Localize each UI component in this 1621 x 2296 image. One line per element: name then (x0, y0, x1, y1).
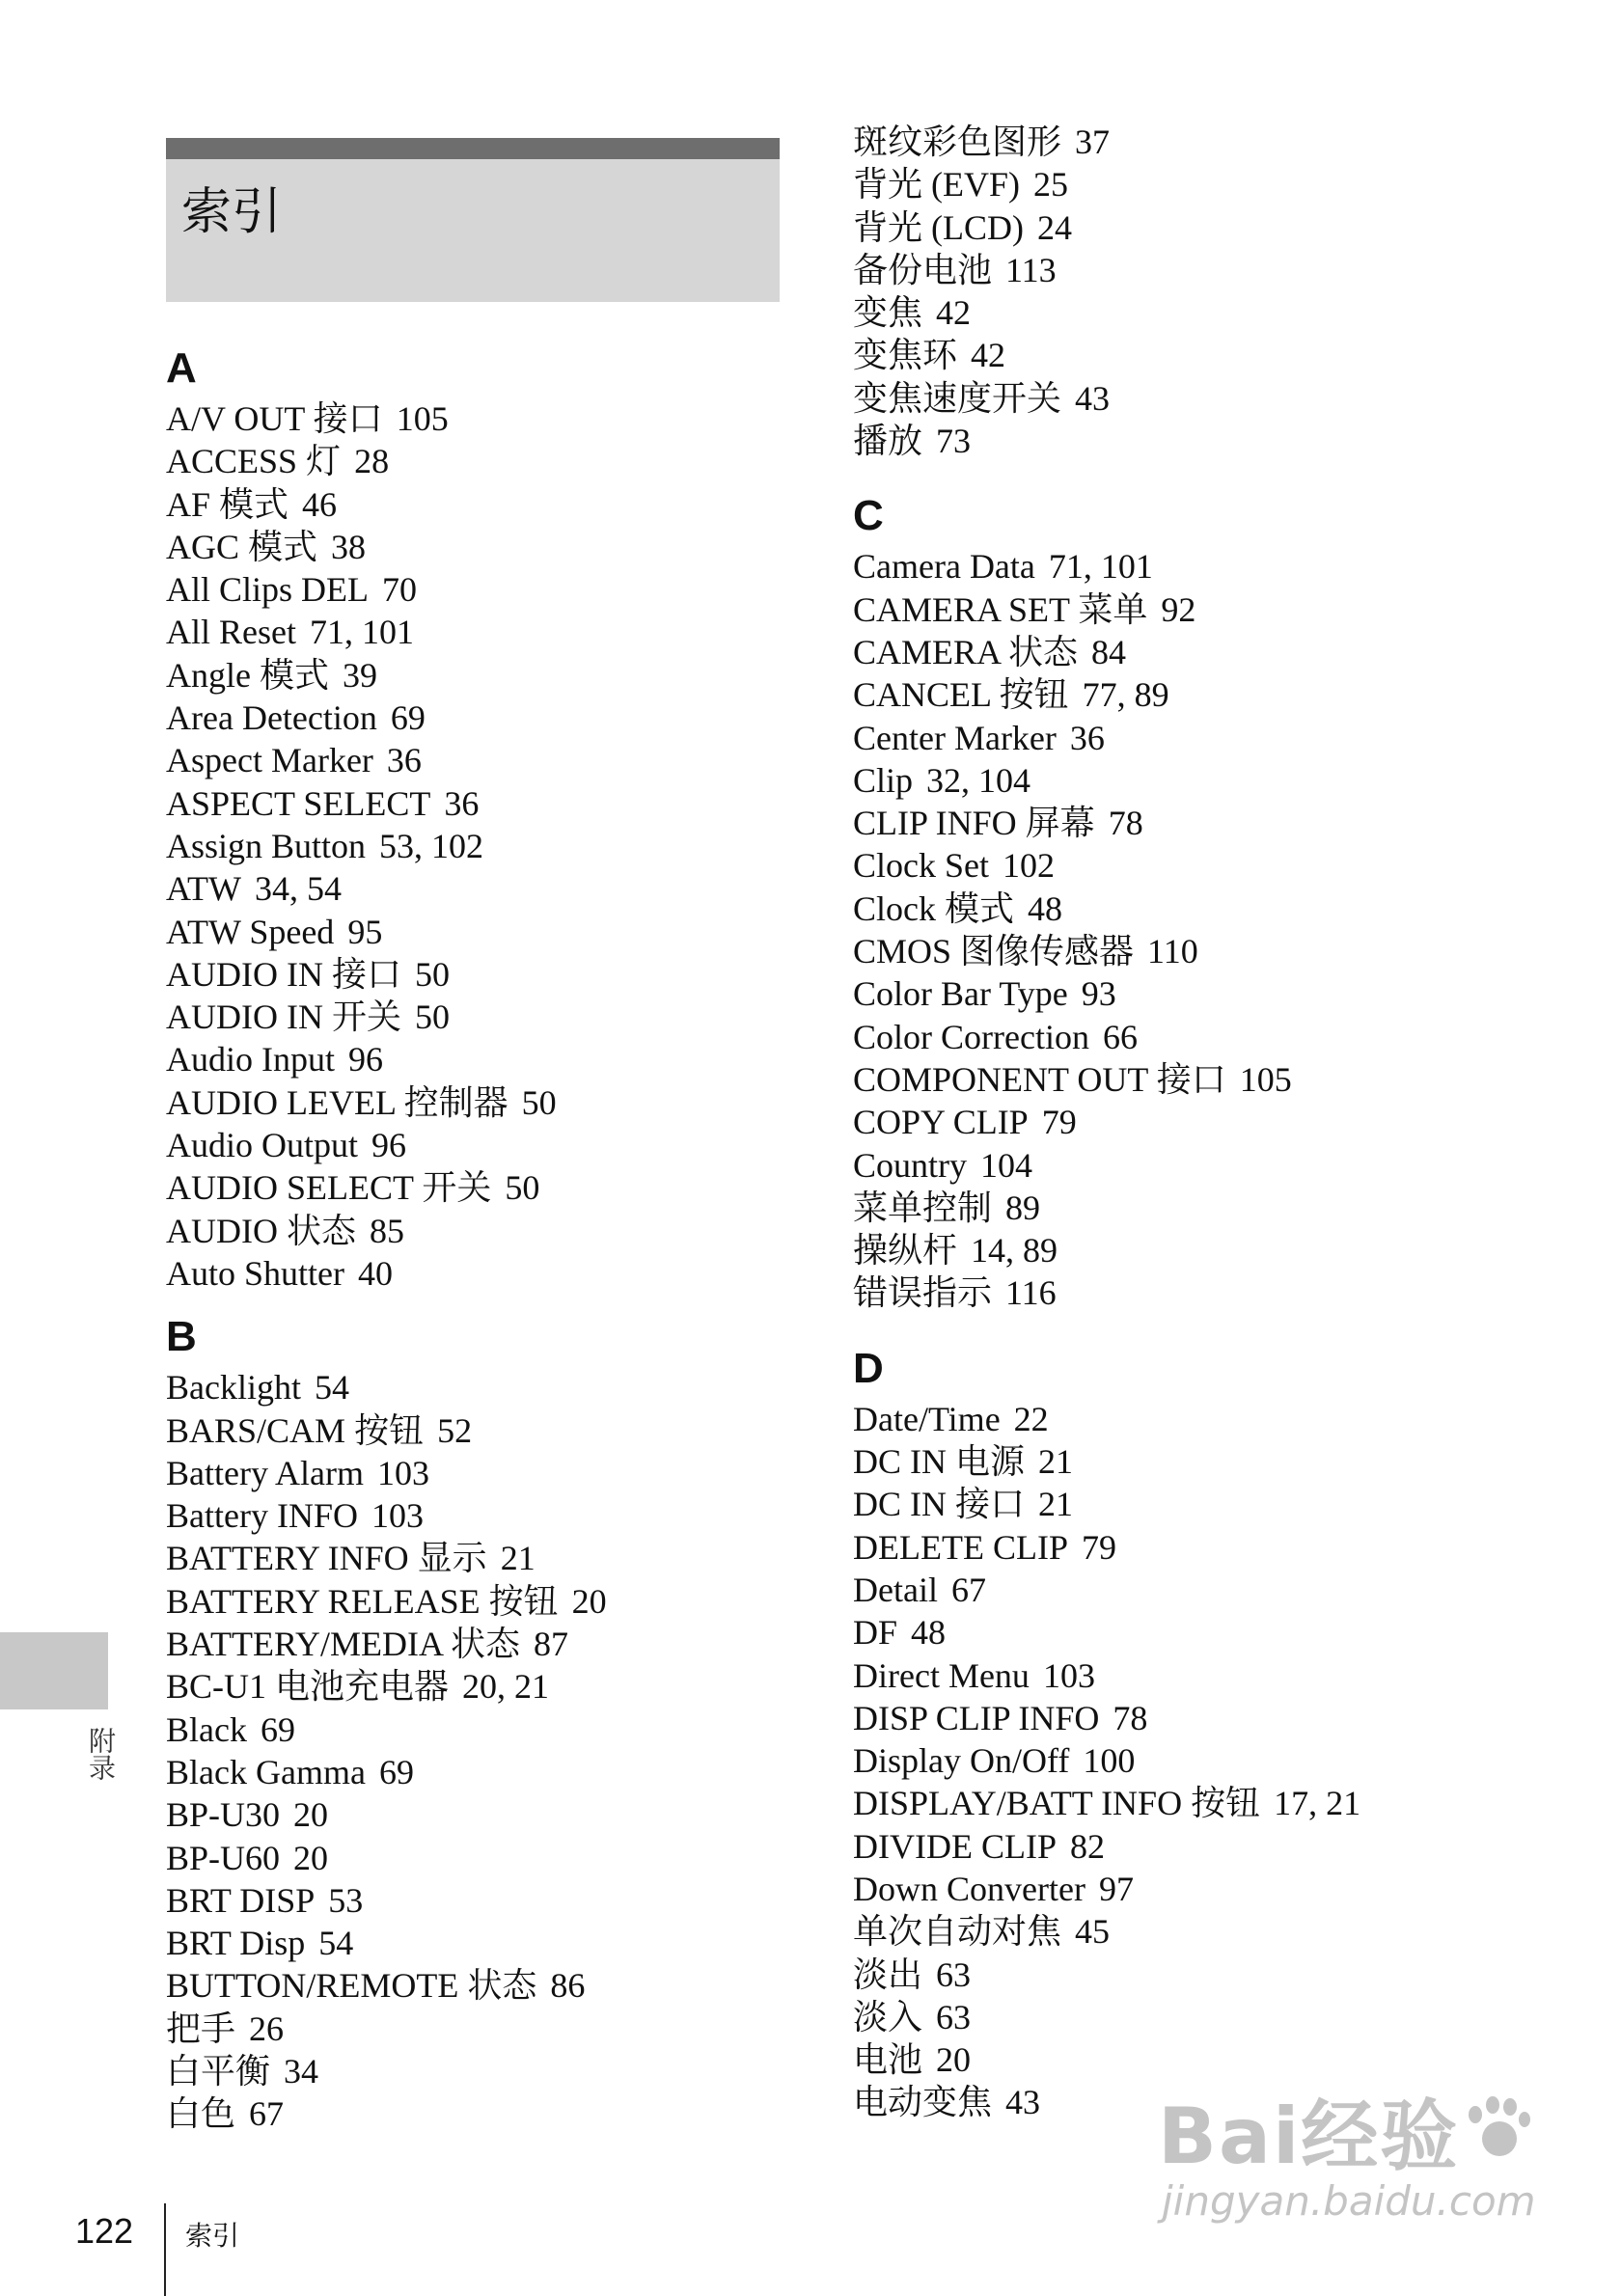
index-term: Audio Output (166, 1126, 359, 1165)
index-term: Color Correction (853, 1017, 1089, 1056)
appendix-tab (0, 1632, 108, 1709)
index-term: 单次自动对焦 (853, 1912, 1062, 1952)
index-letter-heading: D (853, 1344, 884, 1392)
index-entry (853, 249, 1606, 291)
index-page-ref: 34, 54 (254, 869, 342, 909)
index-term: Camera Data (853, 547, 1035, 587)
index-entry (853, 163, 1606, 205)
index-entry (853, 121, 1606, 163)
index-page-ref: 77, 89 (1082, 675, 1169, 715)
index-page-ref: 78 (1108, 804, 1143, 843)
index-page-ref: 63 (936, 1997, 972, 2036)
index-entry (166, 526, 919, 568)
index-page-ref: 48 (1028, 888, 1062, 928)
index-term: Area Detection (166, 698, 377, 738)
index-entry (166, 1964, 919, 2007)
index-term: ATW (166, 869, 241, 909)
index-term: DC IN 电源 (853, 1442, 1025, 1482)
index-term: Auto Shutter (166, 1253, 344, 1293)
index-page-ref: 20 (293, 1838, 329, 1877)
index-term: Black (166, 1709, 247, 1749)
index-term: 淡入 (853, 1997, 923, 2036)
index-entry (853, 1187, 1606, 1229)
index-page-ref: 34 (284, 2051, 319, 2091)
index-entry (166, 1879, 919, 1922)
index-entry (853, 1398, 1606, 1440)
index-page-ref: 92 (1161, 589, 1196, 629)
index-entry (853, 930, 1606, 972)
appendix-tab-label: 附录 (85, 1727, 117, 1781)
index-entry (853, 291, 1606, 334)
index-page-ref: 73 (936, 422, 972, 461)
index-term: BARS/CAM 按钮 (166, 1410, 425, 1450)
index-page-ref: 113 (1005, 250, 1057, 289)
index-page-ref: 40 (358, 1253, 393, 1293)
index-page-ref: 36 (444, 783, 480, 823)
index-page-ref: 110 (1147, 932, 1198, 971)
index-term: 把手 (166, 2009, 236, 2048)
index-entry (166, 397, 919, 440)
index-term: Clock Set (853, 846, 989, 886)
index-page-ref: 42 (936, 293, 972, 333)
index-entry (166, 1837, 919, 1879)
index-term: 变焦环 (853, 336, 958, 375)
footer-section-label: 索引 (185, 2220, 240, 2252)
index-entry (853, 888, 1606, 930)
index-page-ref: 89 (1005, 1188, 1041, 1227)
index-term: DC IN 接口 (853, 1485, 1025, 1524)
index-term: CLIP INFO 屏幕 (853, 804, 1095, 843)
index-page-ref: 69 (390, 698, 426, 738)
index-entry (166, 867, 919, 910)
index-term: ACCESS 灯 (166, 442, 342, 481)
index-entry (853, 844, 1606, 887)
index-page-ref: 21 (1038, 1442, 1073, 1482)
index-page-ref: 50 (414, 954, 450, 994)
index-term: Country (853, 1145, 968, 1185)
index-page-ref: 93 (1081, 974, 1116, 1014)
index-entry (166, 1537, 919, 1579)
index-term: Aspect Marker (166, 741, 373, 780)
index-entry (166, 1452, 919, 1494)
index-entry (853, 1739, 1606, 1782)
index-page-ref: 67 (950, 1570, 986, 1609)
index-page-ref: 67 (249, 2094, 285, 2134)
index-term: AUDIO LEVEL 控制器 (166, 1082, 508, 1122)
index-entry (853, 1526, 1606, 1569)
index-term: AUDIO IN 接口 (166, 954, 401, 994)
index-page-ref: 100 (1083, 1741, 1136, 1781)
footer-page-number: 122 (75, 2211, 134, 2251)
index-entry (853, 1058, 1606, 1101)
index-page-ref: 84 (1091, 632, 1127, 671)
index-term: 白色 (166, 2094, 236, 2134)
index-term: Color Bar Type (853, 974, 1068, 1014)
index-term: AUDIO 状态 (166, 1211, 356, 1250)
index-term: 变焦速度开关 (853, 378, 1062, 418)
index-entry (853, 1782, 1606, 1824)
index-term: 电动变焦 (853, 2083, 993, 2122)
index-term: ASPECT SELECT (166, 783, 431, 823)
index-entry (166, 1210, 919, 1252)
index-entry (853, 631, 1606, 673)
index-term: BP-U30 (166, 1795, 281, 1835)
index-term: All Reset (166, 613, 296, 652)
index-entry (853, 1144, 1606, 1187)
index-page-ref: 50 (521, 1082, 557, 1122)
index-page-ref: 103 (376, 1453, 429, 1492)
index-entry (853, 1825, 1606, 1868)
index-page-ref: 21 (500, 1539, 536, 1578)
index-page-ref: 54 (318, 1924, 354, 1963)
index-entry (166, 996, 919, 1038)
index-page-ref: 96 (348, 1040, 383, 1080)
index-term: Black Gamma (166, 1752, 366, 1791)
index-entry (853, 1697, 1606, 1739)
index-entry (166, 1166, 919, 1209)
index-entry (853, 1868, 1606, 1910)
index-term: CAMERA SET 菜单 (853, 589, 1148, 629)
index-term: 淡出 (853, 1954, 923, 1994)
index-page-ref: 54 (314, 1368, 349, 1408)
index-term: AUDIO IN 开关 (166, 998, 401, 1037)
index-page-ref: 104 (980, 1145, 1033, 1185)
index-page-ref: 78 (1113, 1698, 1148, 1737)
index-page-ref: 52 (437, 1410, 473, 1450)
watermark-url: jingyan.baidu.com (1162, 2177, 1536, 2225)
index-term: CAMERA 状态 (853, 632, 1079, 671)
index-letter-heading: C (853, 492, 884, 540)
index-entry (166, 1124, 919, 1166)
index-term: CMOS 图像传感器 (853, 932, 1135, 971)
index-entry (166, 1623, 919, 1665)
index-term: 背光 (EVF) (853, 165, 1020, 205)
index-entry (166, 953, 919, 996)
watermark-brand-text: Bai经验 (1158, 2091, 1460, 2181)
index-term: DF (853, 1613, 898, 1653)
index-column-right (853, 121, 1606, 2124)
index-column-left (166, 340, 919, 2136)
index-letter-heading: B (166, 1313, 197, 1361)
index-entry (166, 1252, 919, 1295)
index-page-ref: 28 (354, 442, 390, 481)
index-entry (853, 588, 1606, 631)
index-term: BRT DISP (166, 1880, 316, 1920)
index-term: DIVIDE CLIP (853, 1826, 1057, 1866)
index-entry (166, 1922, 919, 1964)
footer-divider (164, 2203, 166, 2296)
index-term: Display On/Off (853, 1741, 1070, 1781)
index-page-ref: 82 (1069, 1826, 1105, 1866)
index-term: Backlight (166, 1368, 301, 1408)
index-entry (853, 1229, 1606, 1271)
index-entry (853, 206, 1606, 249)
index-entry (853, 377, 1606, 420)
index-entry (853, 1611, 1606, 1654)
index-term: AUDIO SELECT 开关 (166, 1168, 492, 1208)
index-page-ref: 25 (1033, 165, 1068, 205)
index-term: DELETE CLIP (853, 1527, 1068, 1567)
index-entry (166, 1366, 919, 1408)
index-page-ref: 21 (1038, 1485, 1073, 1524)
index-page-ref: 45 (1075, 1912, 1111, 1952)
index-page-ref: 37 (1075, 123, 1111, 161)
title-stripe (166, 138, 780, 159)
index-page-ref: 103 (371, 1496, 424, 1536)
index-entry (166, 611, 919, 653)
index-entry (853, 1483, 1606, 1525)
index-page-ref: 36 (1069, 718, 1105, 757)
index-term: 背光 (LCD) (853, 207, 1024, 247)
index-entry (166, 739, 919, 781)
index-term: 电池 (853, 2040, 923, 2080)
index-term: BATTERY/MEDIA 状态 (166, 1625, 521, 1664)
index-letter-heading: A (166, 344, 197, 392)
index-entry (166, 1580, 919, 1623)
index-term: CANCEL 按钮 (853, 675, 1069, 715)
index-term: 操纵杆 (853, 1231, 958, 1271)
page-title: 索引 (181, 183, 283, 241)
index-term: Assign Button (166, 826, 367, 865)
index-term: Center Marker (853, 718, 1057, 757)
index-term: COMPONENT OUT 接口 (853, 1059, 1226, 1099)
index-term: 白平衡 (166, 2051, 271, 2091)
index-entry (166, 825, 919, 867)
index-term: COPY CLIP (853, 1103, 1029, 1142)
index-entry (166, 1708, 919, 1751)
index-entry (853, 1016, 1606, 1058)
index-page-ref: 22 (1013, 1399, 1049, 1438)
index-entry (853, 1954, 1606, 1996)
index-term: BP-U60 (166, 1838, 281, 1877)
index-term: DISPLAY/BATT INFO 按钮 (853, 1784, 1261, 1823)
index-entry (853, 972, 1606, 1015)
index-page-ref: 103 (1042, 1655, 1095, 1695)
baidu-watermark (1158, 2074, 1544, 2225)
index-entry (853, 1910, 1606, 1953)
index-term: 错误指示 (853, 1273, 993, 1313)
index-term: BATTERY RELEASE 按钮 (166, 1581, 559, 1621)
index-entry (166, 1665, 919, 1708)
index-entry (853, 1996, 1606, 2038)
paw-icon (1465, 2096, 1532, 2164)
index-term: DISP CLIP INFO (853, 1698, 1100, 1737)
index-entry (853, 1271, 1606, 1314)
index-page-ref: 20 (293, 1795, 329, 1835)
index-page-ref: 48 (911, 1613, 947, 1653)
index-entry (853, 334, 1606, 376)
index-title-banner (166, 138, 780, 302)
index-entry (166, 911, 919, 953)
index-page-ref: 70 (382, 570, 418, 610)
index-term: Down Converter (853, 1869, 1085, 1908)
index-page-ref: 87 (534, 1625, 569, 1664)
index-page-ref: 20 (571, 1581, 607, 1621)
index-page-ref: 20 (936, 2040, 972, 2080)
index-term: Direct Menu (853, 1655, 1030, 1695)
index-page-ref: 42 (971, 336, 1006, 375)
index-page-ref: 85 (369, 1211, 404, 1250)
index-entry (166, 568, 919, 611)
index-entry (166, 440, 919, 482)
index-term: BC-U1 电池充电器 (166, 1667, 450, 1707)
index-entry (853, 673, 1606, 716)
index-page-ref: 43 (1075, 378, 1111, 418)
index-page-ref: 26 (249, 2009, 285, 2048)
index-entry (166, 782, 919, 825)
index-page-ref: 105 (1239, 1059, 1292, 1099)
index-entry (853, 545, 1606, 588)
index-page-ref: 96 (371, 1126, 407, 1165)
index-page-ref: 71, 101 (309, 613, 414, 652)
index-page-ref: 97 (1098, 1869, 1134, 1908)
index-entry (166, 1409, 919, 1452)
index-term: 斑纹彩色图形 (853, 123, 1062, 161)
index-page-ref: 38 (331, 527, 367, 566)
index-term: 变焦 (853, 293, 923, 333)
index-page-ref: 71, 101 (1048, 547, 1153, 587)
index-entry (166, 654, 919, 697)
index-entry (853, 1654, 1606, 1697)
index-term: 备份电池 (853, 250, 993, 289)
index-page-ref: 46 (302, 484, 338, 524)
index-page-ref: 69 (378, 1752, 414, 1791)
index-term: Clock 模式 (853, 888, 1014, 928)
index-term: Battery Alarm (166, 1453, 364, 1492)
index-page-ref: 53 (328, 1880, 364, 1920)
index-term: BUTTON/REMOTE 状态 (166, 1966, 537, 2006)
index-entry (166, 1751, 919, 1793)
index-page-ref: 20, 21 (462, 1667, 550, 1707)
index-entry (166, 483, 919, 526)
index-page-ref: 53, 102 (379, 826, 484, 865)
index-page-ref: 79 (1081, 1527, 1116, 1567)
index-term: 菜单控制 (853, 1188, 993, 1227)
index-page-ref: 36 (386, 741, 422, 780)
index-entry (166, 697, 919, 739)
index-term: Clip (853, 760, 914, 800)
watermark-brand (1158, 2074, 1544, 2185)
index-page-ref: 105 (396, 399, 449, 438)
index-page-ref: 39 (342, 655, 377, 695)
index-page-ref: 95 (347, 912, 383, 951)
index-page-ref: 116 (1005, 1273, 1057, 1313)
index-term: BRT Disp (166, 1924, 306, 1963)
index-entry (166, 2050, 919, 2092)
index-term: Audio Input (166, 1040, 335, 1080)
index-page-ref: 66 (1102, 1017, 1138, 1056)
index-term: 播放 (853, 422, 923, 461)
index-page-ref: 86 (550, 1966, 586, 2006)
index-entry (853, 1101, 1606, 1143)
index-term: All Clips DEL (166, 570, 370, 610)
index-page-ref: 79 (1041, 1103, 1077, 1142)
index-entry (166, 1081, 919, 1124)
index-page-ref: 50 (414, 998, 450, 1037)
index-entry (166, 2008, 919, 2050)
index-entry (166, 1038, 919, 1080)
index-entry (853, 759, 1606, 802)
index-entry (166, 2092, 919, 2135)
index-entry (166, 1494, 919, 1537)
index-term: ATW Speed (166, 912, 335, 951)
index-term: Date/Time (853, 1399, 1001, 1438)
index-term: AGC 模式 (166, 527, 318, 566)
index-page-ref: 50 (505, 1168, 540, 1208)
index-term: BATTERY INFO 显示 (166, 1539, 487, 1578)
index-page-ref: 102 (1003, 846, 1055, 886)
index-term: Detail (853, 1570, 938, 1609)
index-term: A/V OUT 接口 (166, 399, 383, 438)
index-page-ref: 63 (936, 1954, 972, 1994)
index-page-ref: 24 (1036, 207, 1072, 247)
index-entry (853, 802, 1606, 844)
index-term: AF 模式 (166, 484, 289, 524)
index-page-ref: 69 (260, 1709, 295, 1749)
index-page-ref: 17, 21 (1274, 1784, 1361, 1823)
index-page-ref: 32, 104 (926, 760, 1031, 800)
index-entry (853, 1440, 1606, 1483)
index-entry (853, 420, 1606, 462)
index-entry (853, 1569, 1606, 1611)
index-entry (166, 1793, 919, 1836)
index-term: Battery INFO (166, 1496, 358, 1536)
index-page-ref: 43 (1005, 2083, 1041, 2122)
index-entry (853, 717, 1606, 759)
index-page-ref: 14, 89 (971, 1231, 1058, 1271)
index-term: Angle 模式 (166, 655, 329, 695)
